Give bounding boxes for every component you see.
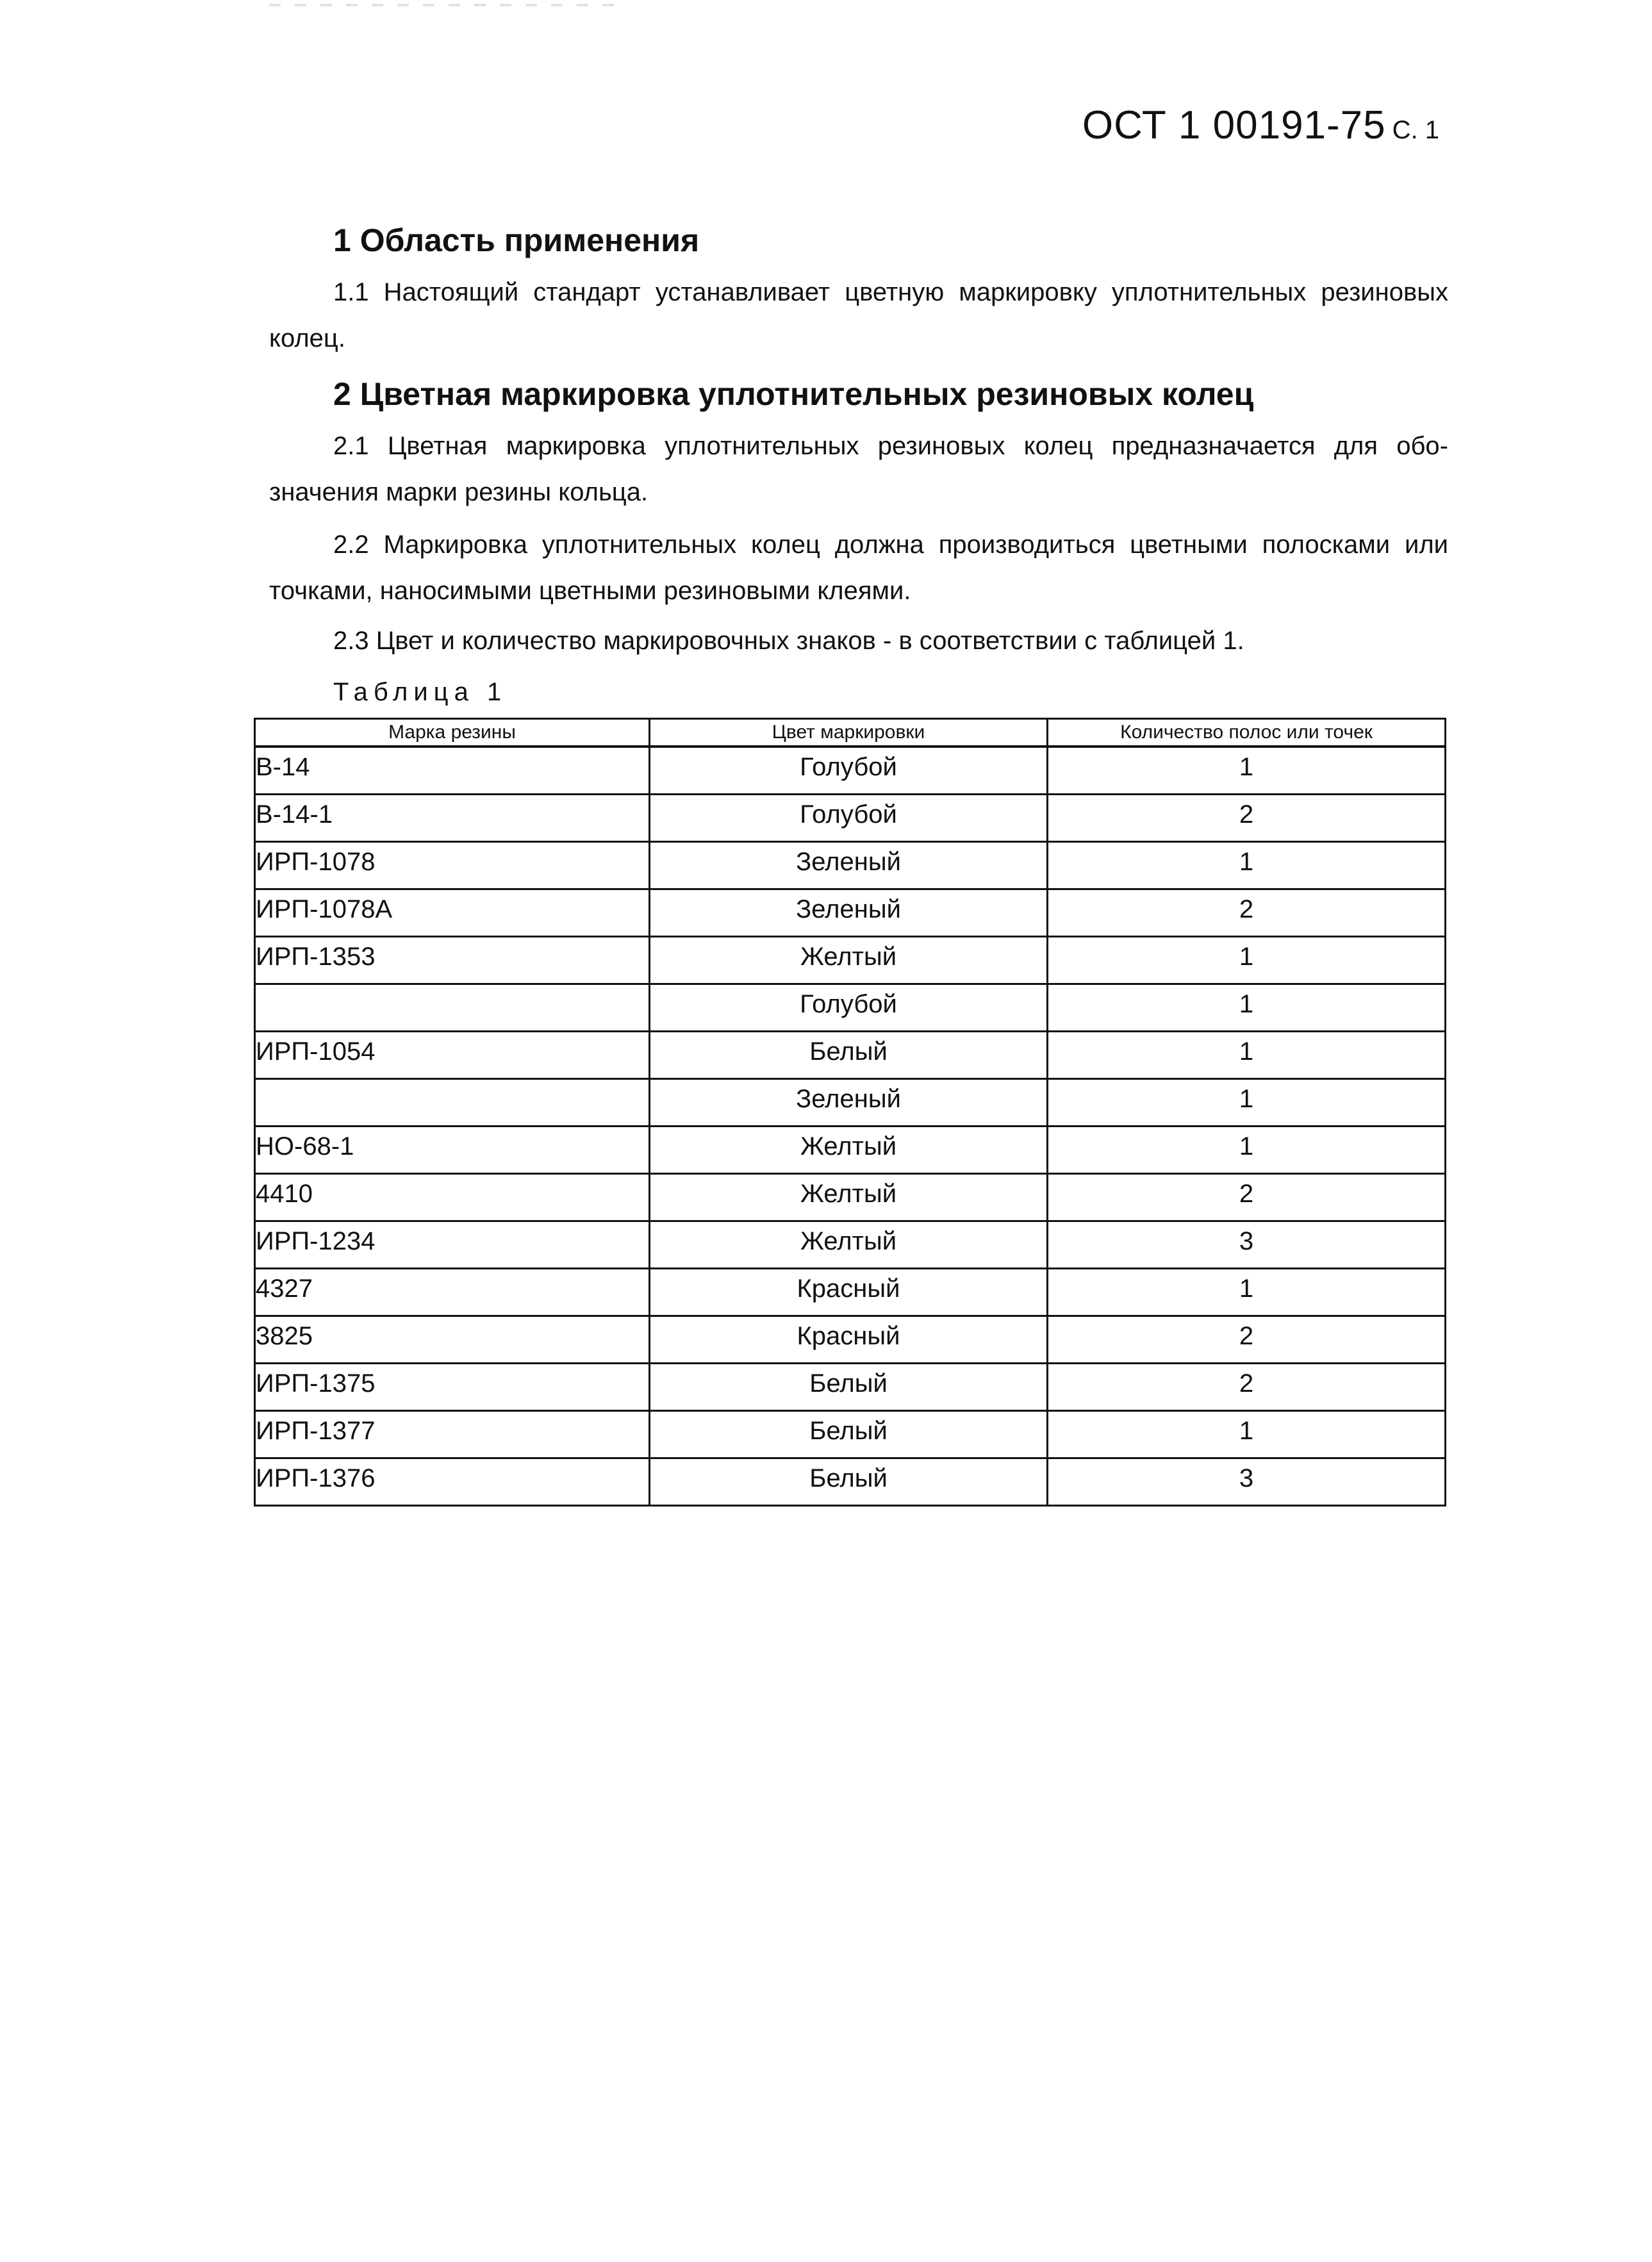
table-row — [255, 842, 1446, 889]
table-caption: Таблица 1 — [333, 678, 508, 706]
scan-artifact — [269, 4, 615, 6]
cell-color: Желтый — [650, 1174, 1048, 1221]
cell-color: Белый — [650, 1364, 1048, 1411]
cell-count: 2 — [1048, 1316, 1446, 1364]
table-row — [255, 1458, 1446, 1506]
cell-count: 2 — [1048, 1364, 1446, 1411]
cell-grade: 4410 — [255, 1174, 650, 1221]
table-row — [255, 1316, 1446, 1364]
table-header-row — [255, 719, 1446, 747]
paragraph-2-2: 2.2 Маркировка уплотнительных колец должна производиться цветными полосками или точками, наносимыми цветными резиновыми клеями. — [269, 531, 1448, 605]
cell-grade: ИРП-1376 — [255, 1458, 650, 1506]
cell-color: Белый — [650, 1032, 1048, 1079]
cell-grade: 4327 — [255, 1269, 650, 1316]
header-count: Количество полос или точек — [1048, 719, 1446, 747]
cell-count: 1 — [1048, 1269, 1446, 1316]
cell-color: Желтый — [650, 937, 1048, 984]
header-color: Цвет маркировки — [650, 719, 1048, 747]
cell-color: Красный — [650, 1269, 1048, 1316]
cell-count: 3 — [1048, 1221, 1446, 1269]
cell-grade — [255, 984, 650, 1032]
table-row — [255, 1174, 1446, 1221]
table-row — [255, 1269, 1446, 1316]
cell-grade — [255, 1079, 650, 1127]
cell-color: Желтый — [650, 1221, 1048, 1269]
table-row — [255, 1032, 1446, 1079]
cell-count: 1 — [1048, 937, 1446, 984]
cell-color: Красный — [650, 1316, 1048, 1364]
cell-count: 1 — [1048, 747, 1446, 795]
cell-grade: В-14-1 — [255, 795, 650, 842]
section-title-2: 2 Цветная маркировка уплотнительных резиновых колец — [333, 376, 1254, 412]
cell-count: 1 — [1048, 984, 1446, 1032]
cell-grade: ИРП-1078 — [255, 842, 650, 889]
cell-grade: ИРП-1377 — [255, 1411, 650, 1458]
cell-count: 1 — [1048, 1032, 1446, 1079]
cell-count: 1 — [1048, 842, 1446, 889]
document-code: ОСТ 1 00191-75 — [1082, 103, 1386, 147]
cell-count: 3 — [1048, 1458, 1446, 1506]
paragraph-2-3: 2.3 Цвет и количество маркировочных знаков - в соответствии с таблицей 1. — [333, 627, 1244, 655]
cell-grade: ИРП-1234 — [255, 1221, 650, 1269]
cell-count: 1 — [1048, 1079, 1446, 1127]
cell-color: Зеленый — [650, 842, 1048, 889]
section-title-1: 1 Область применения — [333, 222, 700, 258]
table-row — [255, 1221, 1446, 1269]
cell-grade: НО-68-1 — [255, 1127, 650, 1174]
cell-color: Голубой — [650, 984, 1048, 1032]
cell-count: 2 — [1048, 889, 1446, 937]
table-row — [255, 1411, 1446, 1458]
cell-color: Голубой — [650, 795, 1048, 842]
paragraph-1-1: 1.1 Настоящий стандарт устанавливает цветную маркировку уплотнительных резиновых колец. — [269, 278, 1448, 352]
cell-color: Желтый — [650, 1127, 1048, 1174]
table-row — [255, 1127, 1446, 1174]
cell-color: Белый — [650, 1411, 1048, 1458]
table-row — [255, 984, 1446, 1032]
table-row — [255, 1364, 1446, 1411]
cell-count: 2 — [1048, 1174, 1446, 1221]
cell-grade: В-14 — [255, 747, 650, 795]
page-number: С. 1 — [1392, 116, 1439, 144]
cell-color: Зеленый — [650, 889, 1048, 937]
table-row — [255, 889, 1446, 937]
paragraph-2-1: 2.1 Цветная маркировка уплотнительных резиновых колец предназначается для обо-значения марки резины кольца. — [269, 432, 1448, 506]
cell-count: 2 — [1048, 795, 1446, 842]
cell-grade: 3825 — [255, 1316, 650, 1364]
cell-grade: ИРП-1353 — [255, 937, 650, 984]
table-row — [255, 1079, 1446, 1127]
header-grade: Марка резины — [255, 719, 650, 747]
cell-color: Голубой — [650, 747, 1048, 795]
document-body — [269, 211, 1448, 718]
cell-grade: ИРП-1054 — [255, 1032, 650, 1079]
marking-table — [254, 718, 1446, 1507]
cell-count: 1 — [1048, 1127, 1446, 1174]
table-row — [255, 747, 1446, 795]
cell-color: Зеленый — [650, 1079, 1048, 1127]
table-row — [255, 795, 1446, 842]
document-header — [1082, 103, 1439, 148]
cell-grade: ИРП-1078А — [255, 889, 650, 937]
table-body — [255, 747, 1446, 1506]
cell-count: 1 — [1048, 1411, 1446, 1458]
cell-grade: ИРП-1375 — [255, 1364, 650, 1411]
table-row — [255, 937, 1446, 984]
cell-color: Белый — [650, 1458, 1048, 1506]
